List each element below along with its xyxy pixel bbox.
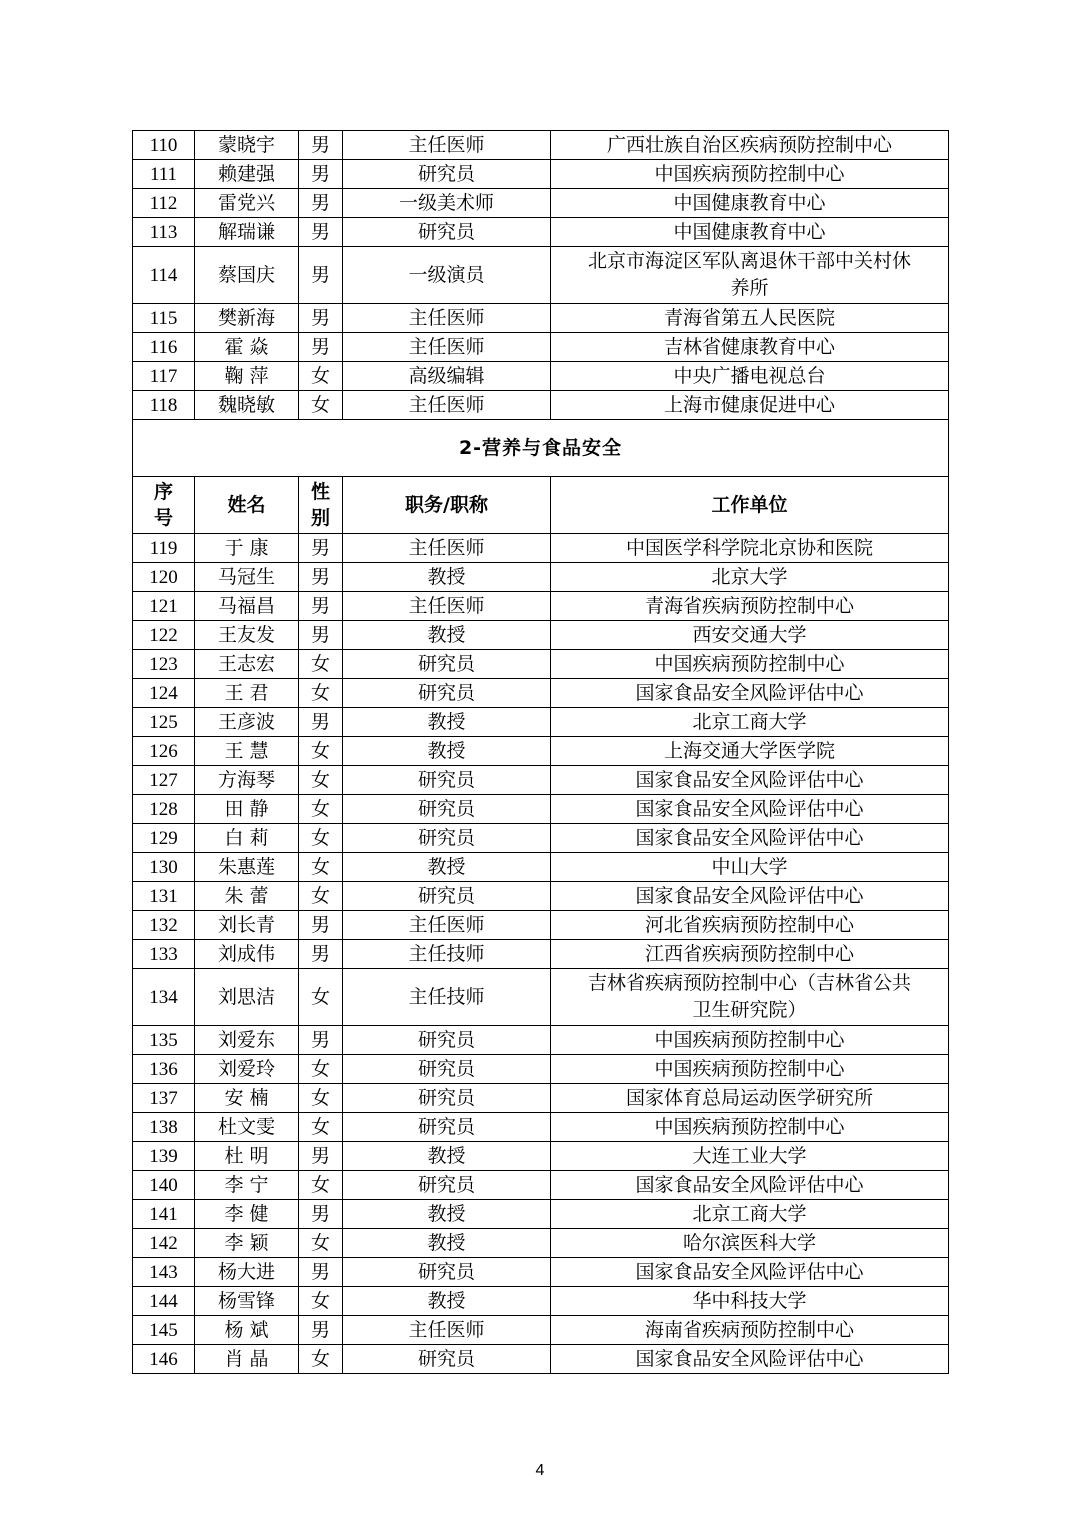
cell-gender: 女 (299, 853, 343, 882)
header-number (133, 477, 195, 534)
cell-organization: 中国健康教育中心 (551, 189, 949, 218)
cell-name: 李 健 (195, 1200, 299, 1229)
table-row (133, 1345, 949, 1374)
cell-number: 145 (133, 1316, 195, 1345)
cell-gender: 女 (299, 1287, 343, 1316)
table-row (133, 1258, 949, 1287)
cell-number: 124 (133, 679, 195, 708)
cell-name: 魏晓敏 (195, 391, 299, 420)
table-row (133, 911, 949, 940)
cell-gender: 女 (299, 650, 343, 679)
organization-line-2: 卫生研究院） (692, 999, 807, 1021)
cell-gender: 女 (299, 737, 343, 766)
cell-organization: 华中科技大学 (551, 1287, 949, 1316)
cell-gender: 男 (299, 1258, 343, 1287)
table-body-section-2 (133, 534, 949, 1374)
cell-name: 朱惠莲 (195, 853, 299, 882)
cell-organization: 江西省疾病预防控制中心 (551, 940, 949, 969)
cell-title: 教授 (343, 708, 551, 737)
cell-gender: 女 (299, 391, 343, 420)
cell-gender: 男 (299, 1142, 343, 1171)
cell-name: 安 楠 (195, 1084, 299, 1113)
organization-line-1: 吉林省疾病预防控制中心（吉林省公共 (587, 972, 911, 994)
table-row (133, 679, 949, 708)
cell-gender: 男 (299, 940, 343, 969)
cell-name: 杜文雯 (195, 1113, 299, 1142)
header-organization: 工作单位 (551, 477, 949, 534)
cell-organization: 西安交通大学 (551, 621, 949, 650)
cell-number: 137 (133, 1084, 195, 1113)
table-row (133, 940, 949, 969)
cell-organization: 大连工业大学 (551, 1142, 949, 1171)
cell-title: 主任医师 (343, 333, 551, 362)
cell-name: 肖 晶 (195, 1345, 299, 1374)
table-row (133, 766, 949, 795)
cell-gender: 男 (299, 189, 343, 218)
cell-gender: 男 (299, 160, 343, 189)
cell-name: 方海琴 (195, 766, 299, 795)
header-title: 职务/职称 (343, 477, 551, 534)
table-row (133, 1287, 949, 1316)
table-row (133, 362, 949, 391)
cell-title: 研究员 (343, 1345, 551, 1374)
cell-organization: 国家食品安全风险评估中心 (551, 1171, 949, 1200)
cell-title: 教授 (343, 563, 551, 592)
cell-organization: 哈尔滨医科大学 (551, 1229, 949, 1258)
table-body-previous-section (133, 131, 949, 420)
cell-name: 朱 蕾 (195, 882, 299, 911)
cell-organization: 中国疾病预防控制中心 (551, 1026, 949, 1055)
section-title: 2-营养与食品安全 (133, 420, 949, 477)
cell-organization: 上海交通大学医学院 (551, 737, 949, 766)
cell-gender: 女 (299, 1084, 343, 1113)
header-gender-line1: 性 (310, 481, 330, 503)
cell-title: 研究员 (343, 1026, 551, 1055)
cell-number: 114 (133, 247, 195, 304)
cell-title: 研究员 (343, 1055, 551, 1084)
cell-organization: 海南省疾病预防控制中心 (551, 1316, 949, 1345)
cell-number: 122 (133, 621, 195, 650)
cell-organization: 青海省疾病预防控制中心 (551, 592, 949, 621)
cell-name: 刘成伟 (195, 940, 299, 969)
table-row (133, 1113, 949, 1142)
cell-organization: 中山大学 (551, 853, 949, 882)
cell-title: 教授 (343, 1287, 551, 1316)
cell-name: 蒙晓宇 (195, 131, 299, 160)
table-row (133, 795, 949, 824)
cell-organization (551, 247, 949, 304)
table-row (133, 1171, 949, 1200)
cell-gender: 男 (299, 534, 343, 563)
table-row (133, 853, 949, 882)
cell-organization: 中国健康教育中心 (551, 218, 949, 247)
cell-number: 132 (133, 911, 195, 940)
table-row (133, 737, 949, 766)
cell-name: 于 康 (195, 534, 299, 563)
cell-name: 鞠 萍 (195, 362, 299, 391)
cell-number: 133 (133, 940, 195, 969)
cell-gender: 男 (299, 563, 343, 592)
cell-organization (551, 969, 949, 1026)
cell-gender: 男 (299, 911, 343, 940)
table-row (133, 969, 949, 1026)
table-row (133, 304, 949, 333)
cell-gender: 女 (299, 795, 343, 824)
cell-gender: 女 (299, 362, 343, 391)
cell-number: 146 (133, 1345, 195, 1374)
cell-name: 王 慧 (195, 737, 299, 766)
cell-title: 研究员 (343, 218, 551, 247)
cell-organization: 北京大学 (551, 563, 949, 592)
cell-number: 123 (133, 650, 195, 679)
cell-gender: 女 (299, 1171, 343, 1200)
cell-gender: 女 (299, 969, 343, 1026)
cell-number: 135 (133, 1026, 195, 1055)
cell-gender: 男 (299, 304, 343, 333)
cell-gender: 男 (299, 1026, 343, 1055)
cell-number: 120 (133, 563, 195, 592)
table-row (133, 247, 949, 304)
cell-title: 主任医师 (343, 1316, 551, 1345)
cell-number: 117 (133, 362, 195, 391)
cell-number: 144 (133, 1287, 195, 1316)
cell-organization: 中国医学科学院北京协和医院 (551, 534, 949, 563)
cell-organization: 国家食品安全风险评估中心 (551, 766, 949, 795)
column-header-row (133, 477, 949, 534)
cell-organization: 国家食品安全风险评估中心 (551, 1345, 949, 1374)
cell-title: 研究员 (343, 679, 551, 708)
cell-title: 高级编辑 (343, 362, 551, 391)
cell-gender: 男 (299, 247, 343, 304)
cell-title: 研究员 (343, 795, 551, 824)
table-row (133, 882, 949, 911)
cell-name: 刘爱东 (195, 1026, 299, 1055)
table-row (133, 1316, 949, 1345)
cell-title: 主任医师 (343, 304, 551, 333)
table-row (133, 1084, 949, 1113)
cell-name: 王彦波 (195, 708, 299, 737)
table-row (133, 592, 949, 621)
table-row (133, 189, 949, 218)
cell-number: 112 (133, 189, 195, 218)
table-row (133, 1055, 949, 1084)
cell-organization: 国家食品安全风险评估中心 (551, 679, 949, 708)
cell-name: 刘长青 (195, 911, 299, 940)
cell-name: 王志宏 (195, 650, 299, 679)
cell-number: 110 (133, 131, 195, 160)
cell-gender: 女 (299, 882, 343, 911)
cell-title: 教授 (343, 621, 551, 650)
cell-organization: 河北省疾病预防控制中心 (551, 911, 949, 940)
cell-title: 教授 (343, 1200, 551, 1229)
cell-organization: 广西壮族自治区疾病预防控制中心 (551, 131, 949, 160)
cell-title: 研究员 (343, 650, 551, 679)
cell-title: 一级演员 (343, 247, 551, 304)
cell-title: 主任技师 (343, 940, 551, 969)
cell-name: 田 静 (195, 795, 299, 824)
cell-gender: 女 (299, 824, 343, 853)
cell-organization: 北京工商大学 (551, 708, 949, 737)
cell-number: 121 (133, 592, 195, 621)
cell-gender: 女 (299, 1345, 343, 1374)
table-row (133, 650, 949, 679)
cell-title: 教授 (343, 1229, 551, 1258)
cell-number: 136 (133, 1055, 195, 1084)
cell-number: 111 (133, 160, 195, 189)
cell-title: 主任医师 (343, 592, 551, 621)
header-gender-line2: 别 (310, 507, 330, 529)
cell-name: 王 君 (195, 679, 299, 708)
cell-name: 杨大进 (195, 1258, 299, 1287)
cell-name: 雷党兴 (195, 189, 299, 218)
table-row (133, 333, 949, 362)
header-number-line2: 号 (153, 507, 173, 529)
table-row (133, 1026, 949, 1055)
cell-title: 研究员 (343, 1258, 551, 1287)
cell-number: 116 (133, 333, 195, 362)
cell-name: 李 颖 (195, 1229, 299, 1258)
cell-title: 研究员 (343, 1113, 551, 1142)
cell-title: 主任技师 (343, 969, 551, 1026)
cell-number: 115 (133, 304, 195, 333)
table-row (133, 1200, 949, 1229)
page-number: 4 (535, 1462, 545, 1479)
cell-gender: 男 (299, 333, 343, 362)
organization-line-1: 北京市海淀区军队离退休干部中关村休 (587, 250, 911, 272)
cell-name: 王友发 (195, 621, 299, 650)
table-row (133, 160, 949, 189)
cell-number: 130 (133, 853, 195, 882)
cell-organization: 国家食品安全风险评估中心 (551, 824, 949, 853)
cell-title: 教授 (343, 853, 551, 882)
cell-name: 马福昌 (195, 592, 299, 621)
cell-gender: 女 (299, 679, 343, 708)
cell-title: 教授 (343, 1142, 551, 1171)
table-row (133, 621, 949, 650)
cell-name: 樊新海 (195, 304, 299, 333)
header-gender (299, 477, 343, 534)
cell-organization: 国家食品安全风险评估中心 (551, 882, 949, 911)
cell-organization: 青海省第五人民医院 (551, 304, 949, 333)
cell-gender: 男 (299, 592, 343, 621)
cell-title: 研究员 (343, 1171, 551, 1200)
cell-name: 杨雪锋 (195, 1287, 299, 1316)
cell-organization: 国家食品安全风险评估中心 (551, 795, 949, 824)
cell-gender: 女 (299, 1229, 343, 1258)
cell-organization: 中国疾病预防控制中心 (551, 1055, 949, 1084)
cell-gender: 男 (299, 621, 343, 650)
cell-organization: 国家体育总局运动医学研究所 (551, 1084, 949, 1113)
cell-name: 杨 斌 (195, 1316, 299, 1345)
cell-gender: 女 (299, 1055, 343, 1084)
cell-organization: 中央广播电视总台 (551, 362, 949, 391)
cell-gender: 男 (299, 131, 343, 160)
cell-organization: 吉林省健康教育中心 (551, 333, 949, 362)
cell-title: 主任医师 (343, 534, 551, 563)
cell-gender: 女 (299, 766, 343, 795)
cell-number: 129 (133, 824, 195, 853)
table-row (133, 218, 949, 247)
organization-line-2: 养所 (730, 277, 769, 299)
cell-number: 127 (133, 766, 195, 795)
cell-title: 主任医师 (343, 911, 551, 940)
cell-name: 杜 明 (195, 1142, 299, 1171)
cell-title: 研究员 (343, 1084, 551, 1113)
cell-organization: 中国疾病预防控制中心 (551, 650, 949, 679)
cell-organization: 北京工商大学 (551, 1200, 949, 1229)
cell-number: 138 (133, 1113, 195, 1142)
cell-number: 141 (133, 1200, 195, 1229)
table-row (133, 534, 949, 563)
cell-name: 马冠生 (195, 563, 299, 592)
cell-number: 119 (133, 534, 195, 563)
header-name: 姓名 (195, 477, 299, 534)
cell-name: 解瑞谦 (195, 218, 299, 247)
cell-organization: 国家食品安全风险评估中心 (551, 1258, 949, 1287)
table-row (133, 708, 949, 737)
section-heading-group (133, 420, 949, 534)
table-row (133, 1229, 949, 1258)
cell-title: 主任医师 (343, 131, 551, 160)
cell-title: 研究员 (343, 882, 551, 911)
cell-title: 研究员 (343, 160, 551, 189)
cell-name: 李 宁 (195, 1171, 299, 1200)
cell-name: 刘爱玲 (195, 1055, 299, 1084)
cell-organization: 中国疾病预防控制中心 (551, 1113, 949, 1142)
cell-number: 128 (133, 795, 195, 824)
table-row (133, 131, 949, 160)
cell-number: 142 (133, 1229, 195, 1258)
table-row (133, 1142, 949, 1171)
expert-roster-table (132, 130, 949, 1374)
cell-gender: 男 (299, 218, 343, 247)
cell-organization: 上海市健康促进中心 (551, 391, 949, 420)
cell-number: 143 (133, 1258, 195, 1287)
cell-number: 125 (133, 708, 195, 737)
header-number-line1: 序 (153, 481, 173, 503)
cell-title: 教授 (343, 737, 551, 766)
cell-organization: 中国疾病预防控制中心 (551, 160, 949, 189)
cell-name: 白 莉 (195, 824, 299, 853)
cell-name: 霍 焱 (195, 333, 299, 362)
table-row (133, 391, 949, 420)
cell-gender: 男 (299, 1200, 343, 1229)
table-row (133, 563, 949, 592)
cell-number: 140 (133, 1171, 195, 1200)
cell-title: 研究员 (343, 824, 551, 853)
cell-number: 126 (133, 737, 195, 766)
cell-number: 113 (133, 218, 195, 247)
cell-title: 主任医师 (343, 391, 551, 420)
cell-number: 134 (133, 969, 195, 1026)
cell-gender: 男 (299, 708, 343, 737)
table-row (133, 824, 949, 853)
cell-gender: 女 (299, 1113, 343, 1142)
cell-number: 131 (133, 882, 195, 911)
cell-name: 赖建强 (195, 160, 299, 189)
cell-gender: 男 (299, 1316, 343, 1345)
cell-number: 118 (133, 391, 195, 420)
cell-name: 刘思洁 (195, 969, 299, 1026)
cell-number: 139 (133, 1142, 195, 1171)
section-title-row (133, 420, 949, 477)
cell-title: 一级美术师 (343, 189, 551, 218)
cell-name: 蔡国庆 (195, 247, 299, 304)
cell-title: 研究员 (343, 766, 551, 795)
